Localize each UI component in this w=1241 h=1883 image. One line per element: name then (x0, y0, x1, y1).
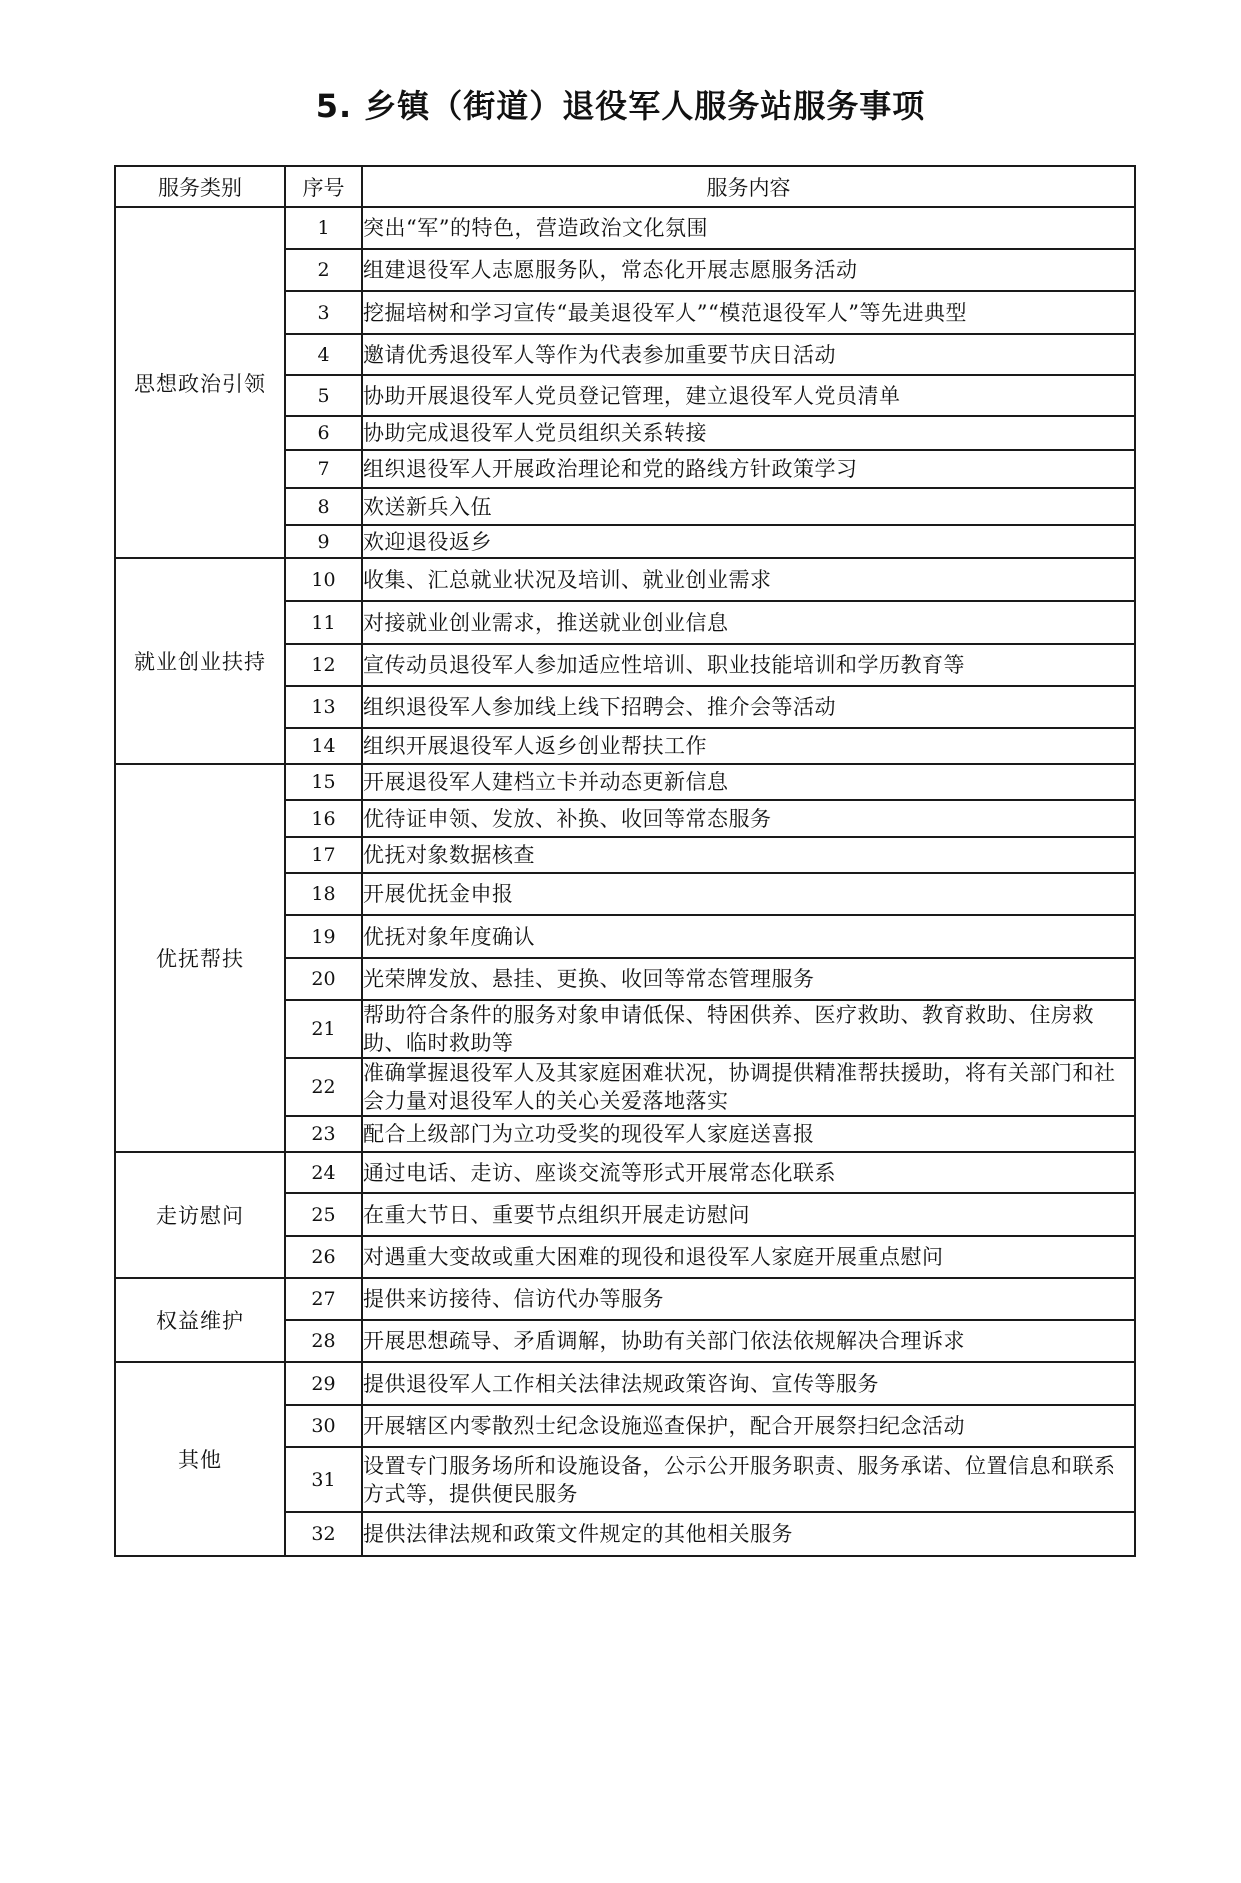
item-number-cell: 4 (285, 334, 362, 375)
page-title: 5. 乡镇（街道）退役军人服务站服务事项 (315, 87, 926, 125)
item-number-cell: 19 (285, 915, 362, 958)
item-number-cell: 7 (285, 450, 362, 488)
service-content-cell: 准确掌握退役军人及其家庭困难状况，协调提供精准帮扶援助，将有关部门和社会力量对退役军人的关心关爱落地落实 (362, 1058, 1135, 1116)
item-number-cell: 11 (285, 601, 362, 644)
table-row (115, 764, 1135, 800)
service-content-cell: 协助完成退役军人党员组织关系转接 (362, 416, 1135, 450)
service-content-cell: 开展优抚金申报 (362, 873, 1135, 915)
item-number-cell: 10 (285, 558, 362, 601)
service-content-cell: 对遇重大变故或重大困难的现役和退役军人家庭开展重点慰问 (362, 1236, 1135, 1278)
item-number-cell: 29 (285, 1362, 362, 1405)
service-content-cell: 通过电话、走访、座谈交流等形式开展常态化联系 (362, 1152, 1135, 1193)
services-table (114, 165, 1136, 1557)
service-content-cell: 提供来访接待、信访代办等服务 (362, 1278, 1135, 1320)
item-number-cell: 28 (285, 1320, 362, 1362)
header-content: 服务内容 (362, 166, 1135, 207)
item-number-cell: 21 (285, 1000, 362, 1058)
item-number-cell: 18 (285, 873, 362, 915)
category-cell: 思想政治引领 (115, 207, 285, 558)
item-number-cell: 31 (285, 1447, 362, 1512)
service-content-cell: 组织退役军人开展政治理论和党的路线方针政策学习 (362, 450, 1135, 488)
item-number-cell: 9 (285, 525, 362, 558)
table-row (115, 558, 1135, 601)
service-content-cell: 在重大节日、重要节点组织开展走访慰问 (362, 1193, 1135, 1236)
item-number-cell: 27 (285, 1278, 362, 1320)
service-content-cell: 配合上级部门为立功受奖的现役军人家庭送喜报 (362, 1116, 1135, 1152)
table-header-row (115, 166, 1135, 207)
service-content-cell: 提供法律法规和政策文件规定的其他相关服务 (362, 1512, 1135, 1556)
service-content-cell: 优抚对象数据核查 (362, 837, 1135, 873)
service-content-cell: 开展退役军人建档立卡并动态更新信息 (362, 764, 1135, 800)
service-content-cell: 开展辖区内零散烈士纪念设施巡查保护，配合开展祭扫纪念活动 (362, 1405, 1135, 1447)
item-number-cell: 8 (285, 488, 362, 525)
item-number-cell: 20 (285, 958, 362, 1000)
table-body (115, 207, 1135, 1556)
item-number-cell: 26 (285, 1236, 362, 1278)
item-number-cell: 25 (285, 1193, 362, 1236)
service-content-cell: 开展思想疏导、矛盾调解，协助有关部门依法依规解决合理诉求 (362, 1320, 1135, 1362)
service-content-cell: 对接就业创业需求，推送就业创业信息 (362, 601, 1135, 644)
item-number-cell: 13 (285, 686, 362, 728)
item-number-cell: 17 (285, 837, 362, 873)
category-cell: 优抚帮扶 (115, 764, 285, 1152)
service-content-cell: 优待证申领、发放、补换、收回等常态服务 (362, 800, 1135, 837)
service-content-cell: 帮助符合条件的服务对象申请低保、特困供养、医疗救助、教育救助、住房救助、临时救助等 (362, 1000, 1135, 1058)
category-cell: 就业创业扶持 (115, 558, 285, 764)
item-number-cell: 16 (285, 800, 362, 837)
category-cell: 其他 (115, 1362, 285, 1556)
item-number-cell: 6 (285, 416, 362, 450)
item-number-cell: 30 (285, 1405, 362, 1447)
item-number-cell: 22 (285, 1058, 362, 1116)
service-content-cell: 挖掘培树和学习宣传“最美退役军人”“模范退役军人”等先进典型 (362, 291, 1135, 334)
service-content-cell: 欢送新兵入伍 (362, 488, 1135, 525)
category-cell: 权益维护 (115, 1278, 285, 1362)
service-content-cell: 欢迎退役返乡 (362, 525, 1135, 558)
service-content-cell: 光荣牌发放、悬挂、更换、收回等常态管理服务 (362, 958, 1135, 1000)
header-number: 序号 (285, 166, 362, 207)
item-number-cell: 1 (285, 207, 362, 249)
service-content-cell: 突出“军”的特色，营造政治文化氛围 (362, 207, 1135, 249)
service-content-cell: 邀请优秀退役军人等作为代表参加重要节庆日活动 (362, 334, 1135, 375)
table-row (115, 1362, 1135, 1405)
service-content-cell: 组织开展退役军人返乡创业帮扶工作 (362, 728, 1135, 764)
service-content-cell: 协助开展退役军人党员登记管理，建立退役军人党员清单 (362, 375, 1135, 416)
item-number-cell: 15 (285, 764, 362, 800)
item-number-cell: 24 (285, 1152, 362, 1193)
service-content-cell: 提供退役军人工作相关法律法规政策咨询、宣传等服务 (362, 1362, 1135, 1405)
service-content-cell: 设置专门服务场所和设施设备，公示公开服务职责、服务承诺、位置信息和联系方式等，提供便民服务 (362, 1447, 1135, 1512)
item-number-cell: 23 (285, 1116, 362, 1152)
item-number-cell: 12 (285, 644, 362, 686)
table-row (115, 1152, 1135, 1193)
item-number-cell: 14 (285, 728, 362, 764)
table-row (115, 207, 1135, 249)
item-number-cell: 3 (285, 291, 362, 334)
item-number-cell: 5 (285, 375, 362, 416)
header-category: 服务类别 (115, 166, 285, 207)
item-number-cell: 2 (285, 249, 362, 291)
category-cell: 走访慰问 (115, 1152, 285, 1278)
service-content-cell: 组建退役军人志愿服务队，常态化开展志愿服务活动 (362, 249, 1135, 291)
service-content-cell: 优抚对象年度确认 (362, 915, 1135, 958)
table-row (115, 1278, 1135, 1320)
service-content-cell: 宣传动员退役军人参加适应性培训、职业技能培训和学历教育等 (362, 644, 1135, 686)
service-content-cell: 组织退役军人参加线上线下招聘会、推介会等活动 (362, 686, 1135, 728)
item-number-cell: 32 (285, 1512, 362, 1556)
service-content-cell: 收集、汇总就业状况及培训、就业创业需求 (362, 558, 1135, 601)
